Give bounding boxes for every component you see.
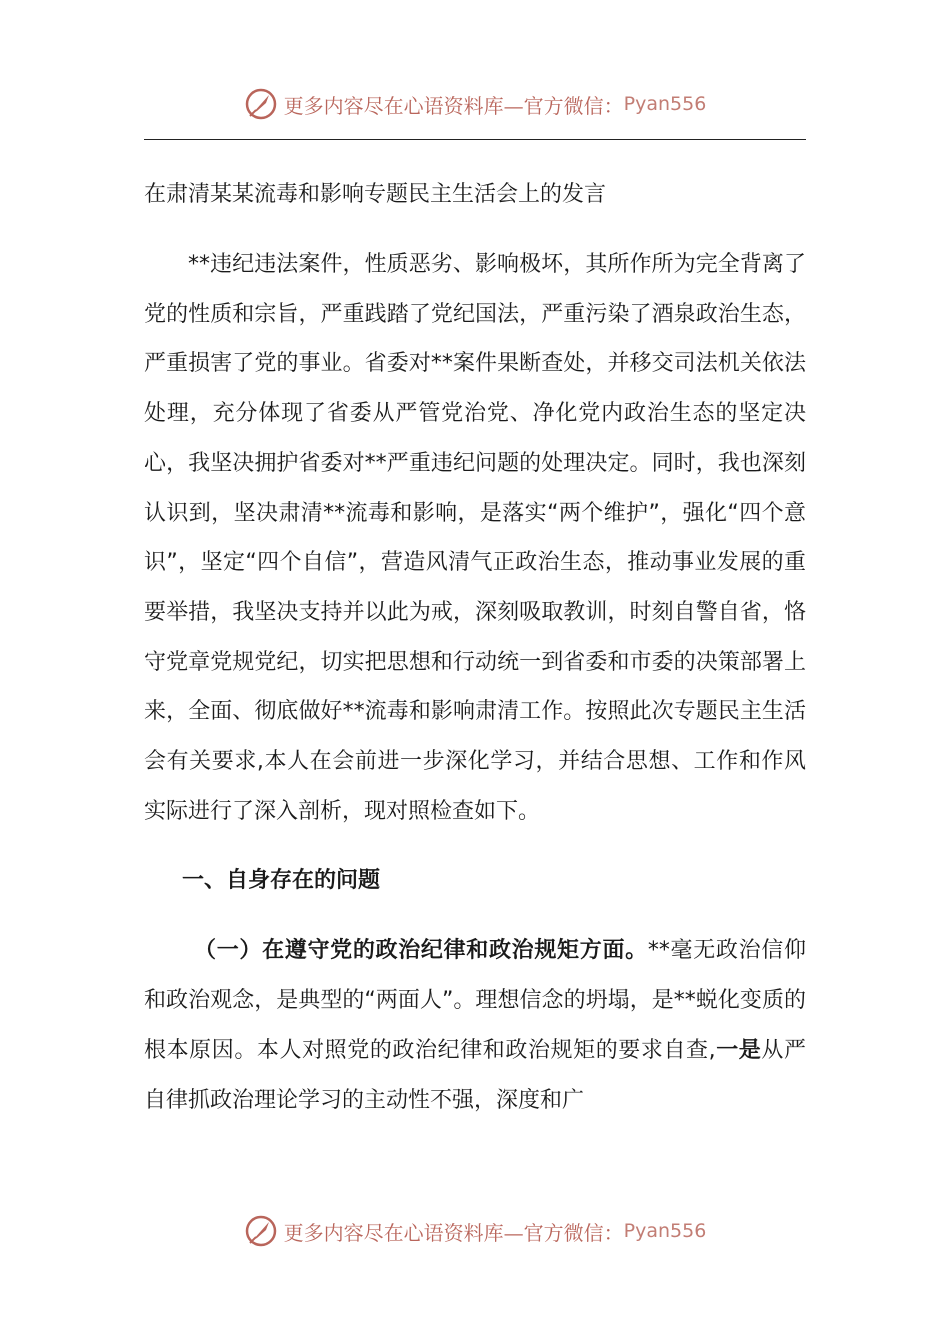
quill-logo-icon	[244, 87, 278, 121]
banner-handle: Pyan556	[623, 93, 707, 115]
subsection-paragraph	[144, 926, 806, 1125]
subsection-heading: （一）在遵守党的政治纪律和政治规矩方面。	[194, 938, 648, 964]
header-banner	[0, 82, 950, 126]
subsection-bold-marker: 一是	[715, 1037, 762, 1063]
document-body	[144, 178, 806, 1125]
quill-logo-icon	[244, 1214, 278, 1248]
section-heading: 一、自身存在的问题	[182, 868, 381, 894]
document-title: 在肃清某某流毒和影响专题民主生活会上的发言	[144, 182, 607, 207]
footer-banner	[0, 1209, 950, 1253]
subsection-text-a: **毫无政治信仰和政治观念，是典型的“两面人”。理想信念的坍塌，是**蜕化变质的根本原因。本人对照党的政治纪律和政治规矩的要求自查,	[144, 938, 806, 1063]
header-rule	[144, 139, 806, 140]
banner-text: 更多内容尽在心语资料库—官方微信：	[283, 93, 624, 118]
banner-handle: Pyan556	[623, 1220, 707, 1242]
subsection-text-b: 从严自律抓政治理论学习的主动性不强，深度和广	[144, 1037, 806, 1113]
intro-paragraph: **违纪违法案件，性质恶劣、影响极坏，其所作所为完全背离了党的性质和宗旨，严重践踏了党纪国法，严重污染了酒泉政治生态，严重损害了党的事业。省委对**案件果断查处，并移交司法机关依法处理，充分体现了省委从严管党治党、净化党内政治生态的坚定决心，我坚决拥护省委对**严重违纪问题的处理决定。同时，我也深刻认识到，坚决肃清**流毒和影响，是落实“两个维护”，强化“四个意识”，坚定“四个自信”，营造风清气正政治生态，推动事业发展的重要举措，我坚决支持并以此为戒，深刻吸取教训，时刻自警自省，恪守党章党规党纪，切实把思想和行动统一到省委和市委的决策部署上来，全面、彻底做好**流毒和影响肃清工作。按照此次专题民主生活会有关要求,本人在会前进一步深化学习，并结合思想、工作和作风实际进行了深入剖析，现对照检查如下。	[144, 252, 806, 824]
banner-text: 更多内容尽在心语资料库—官方微信：	[283, 1220, 624, 1245]
